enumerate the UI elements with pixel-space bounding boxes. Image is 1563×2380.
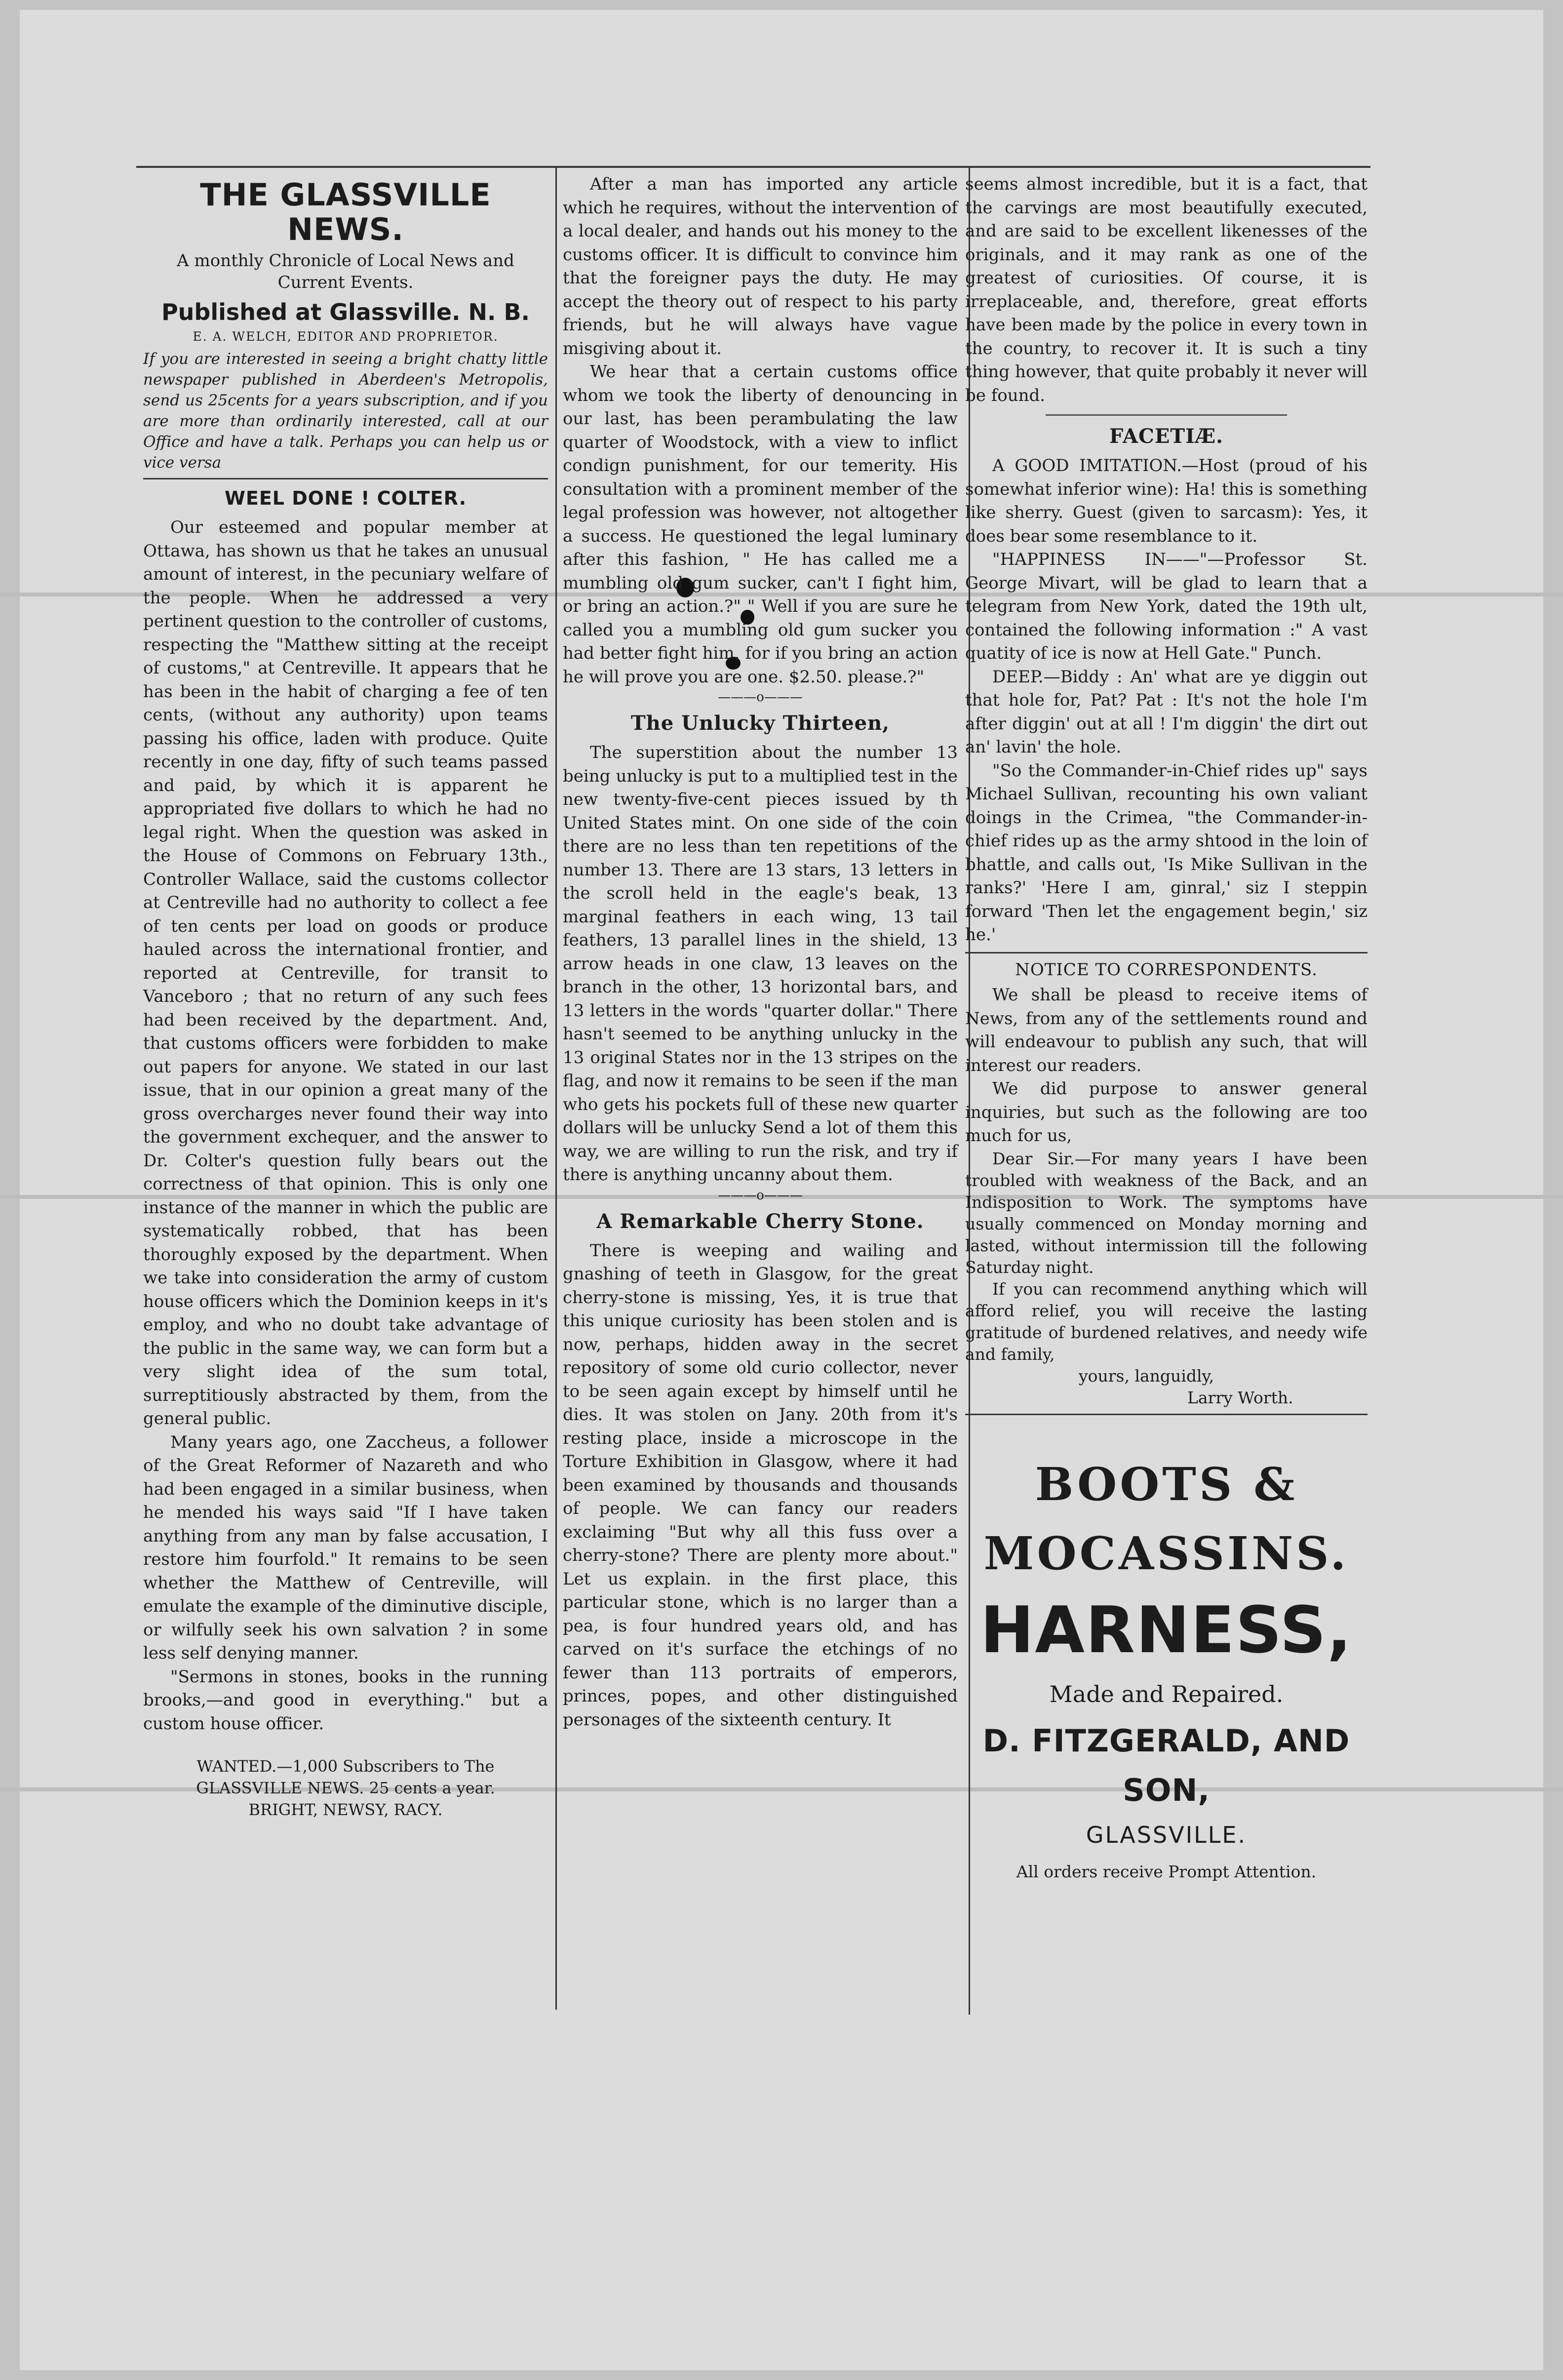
article-customs-p2: We hear that a certain customs office whom we took the liberty of denouncing in our last, has been perambulating the law quarter of Woodstock, with a view to inflict condign punishment, for our temerity. His consultation with a prominent member of the legal profession was however, not altogether a success. He questioned the legal luminary after this fashion, " He has called me a mumbling old gum sucker, can't I fight him, or bring an action.?" " Well if you are sure he called you a mumbling old gum sucker you had better fight him, for if you bring an action he will prove you are one. $2.50. please.?"	[563, 362, 958, 687]
column-rule	[555, 168, 557, 2010]
notice-closing: yours, languidly,	[1079, 1366, 1214, 1386]
advertisement	[965, 1450, 1368, 1889]
section-divider: ———o———	[718, 1188, 803, 1203]
notice-p2: We did purpose to answer general inquiries, but such as the following are too much for us,	[965, 1079, 1368, 1146]
article-colter-p1: Our esteemed and popular member at Ottawa, has shown us that he takes an unusual amount of interest, in the pecuniary welfare of the people. When he addressed a very pertinent question to the controller of customs, respecting the "Matthew sitting at the receipt of customs," at Centreville. It appears that he has been in the habit of charging a fee of ten cents, (without any authority) upon teams passing his office, laden with produce. Quite recently in one day, fifty of such teams passed and paid, by which it is apparent he appropriated five dollars to which he had no legal right. When the question was asked in the House of Commons on February 13th., Controller Wallace, said the customs collector at Centreville had no authority to collect a fee of ten cents per load on goods or produce hauled across the international frontier, and reported at Centreville, for transit to Vanceboro ; that no return of any such fees had been received by the department. And, that customs officers were forbidden to make out papers for anyone. We stated in our last issue, that in our opinion a great many of the gross overcharges never found their way into the government exchequer, and the answer to Dr. Colter's question fully bears out the correctness of that opinion. This is only one instance of the manner in which the public are systematically robbed, that has been thoroughly exposed by the department. When we take into consideration the army of custom house officers which the Dominion keeps in it's employ, and who no doubt take advantage of the public in the same way, we can form but a very slight idea of the sum total, surreptitiously abstracted by them, from the general public.	[143, 517, 548, 1428]
ad-line-made: Made and Repaired.	[1049, 1680, 1284, 1707]
article-colter-p3: "Sermons in stones, books in the running brooks,—and good in everything." but a custom house officer.	[143, 1666, 548, 1734]
column-1	[143, 173, 548, 1821]
facetiae-imitation: A GOOD IMITATION.—Host (proud of his somewhat inferior wine): Ha! this is something like sherry. Guest (given to sarcasm): Yes, it does bear some resemblance to it.	[965, 456, 1368, 546]
article-cherry-p2: seems almost incredible, but it is a fact, that the carvings are most beautifully executed, and are said to be excellent likenesses of the originals, and it may rank as one of the greatest of curiosities. Of course, it is irreplaceable, and, therefore, great efforts have been made by the police in every town in the country, to recover it. It is such a tiny thing however, that quite probably it never will be found.	[965, 174, 1368, 405]
masthead-tagline: A monthly Chronicle of Local News and Current Events.	[177, 251, 514, 292]
column-2	[563, 173, 958, 1732]
section-divider: ———o———	[718, 690, 803, 705]
masthead-published: Published at Glassville. N. B.	[161, 299, 530, 325]
top-rule	[136, 166, 1370, 168]
ad-line-boots: BOOTS &	[1035, 1457, 1298, 1511]
ad-line-harness: HARNESS,	[980, 1592, 1353, 1667]
wanted-line-2: GLASSVILLE NEWS. 25 cents a year.	[196, 1779, 495, 1797]
divider	[965, 952, 1368, 953]
notice-p1: We shall be pleasd to receive items of News, from any of the settlements round and will endeavour to publish any such, that will interest our readers.	[965, 985, 1368, 1075]
article-customs-p1: After a man has imported any article which he requires, without the intervention of a local dealer, and hands out his money to the customs officer. It is difficult to convince him that the foreigner pays the duty. He may accept the theory out of respect to his party friends, but he will always have vague misgiving about it.	[563, 174, 958, 358]
facetiae-happiness: "HAPPINESS IN——"—Professor St. George Mivart, will be glad to learn that a telegram from New York, dated the 19th ult, contained the following information :" A vast quatity of ice is now at Hell Gate." Punch.	[965, 550, 1368, 663]
article-colter-p2: Many years ago, one Zaccheus, a follower of the Great Reformer of Nazareth and who had been engaged in a similar business, when he mended his ways said "If I have taken anything from any man by false accusation, I restore him fourfold." It remains to be seen whether the Matthew of Centreville, will emulate the example of the diminutive disciple, or wilfully seek his own salvation ? in some less self denying manner.	[143, 1432, 548, 1663]
subscription-promo: If you are interested in seeing a bright chatty little newspaper published in Aberdeen's Metropolis, send us 25cents for a years subscription, and if you are more than ordinarily interested, call at our Office and have a talk. Perhaps you can help us or vice versa	[143, 350, 548, 472]
headline-thirteen: The Unlucky Thirteen,	[630, 712, 890, 735]
ad-line-orders: All orders receive Prompt Attention.	[1016, 1862, 1317, 1881]
notice-signature: Larry Worth.	[1187, 1388, 1293, 1407]
ad-line-town: GLASSVILLE.	[1086, 1821, 1247, 1848]
headline-cherry: A Remarkable Cherry Stone.	[596, 1209, 924, 1233]
masthead-editor: E. A. WELCH, EDITOR AND PROPRIETOR.	[193, 329, 499, 344]
column-3	[965, 173, 1368, 1889]
wanted-notice	[143, 1755, 548, 1821]
facetiae-commander: "So the Commander-in-Chief rides up" says Michael Sullivan, recounting his own valiant doings in the Crimea, "the Commander-in-chief rides up as the army shtood in the loin of bhattle, and calls out, 'Is Mike Sullivan in the ranks?' 'Here I am, ginral,' siz I steppin forward 'Then let the engagement begin,' siz he.'	[965, 760, 1368, 945]
masthead-title: THE GLASSVILLE NEWS.	[200, 177, 491, 247]
notice-letter-2: If you can recommend anything which will afford relief, you will receive the lasting gratitude of burdened relatives, and needy wife and family,	[965, 1279, 1368, 1364]
divider	[1046, 414, 1287, 416]
wanted-line-1: WANTED.—1,000 Subscribers to The	[196, 1757, 495, 1776]
facetiae-deep: DEEP.—Biddy : An' what are ye diggin out that hole for, Pat? Pat : It's not the hole I'm after diggin' out at all ! I'm diggin' the dirt out an' lavin' the hole.	[965, 667, 1368, 757]
headline-colter: WEEL DONE ! COLTER.	[224, 487, 467, 509]
wanted-line-3: BRIGHT, NEWSY, RACY.	[248, 1800, 443, 1819]
ad-line-mocassins: MOCASSINS.	[983, 1526, 1349, 1580]
divider	[143, 478, 548, 479]
notice-title: NOTICE TO CORRESPONDENTS.	[1015, 959, 1318, 980]
ad-line-firm: D. FITZGERALD, AND SON,	[982, 1722, 1350, 1808]
divider	[965, 1414, 1368, 1415]
headline-facetiae: FACETIÆ.	[1109, 425, 1224, 448]
article-thirteen-p1: The superstition about the number 13 being unlucky is put to a multiplied test in the new twenty-five-cent pieces issued by th United States mint. On one side of the coin there are no less than ten repetitions of the number 13. There are 13 stars, 13 letters in the scroll held in the eagle's beak, 13 marginal feathers in each wing, 13 tail feathers, 13 parallel lines in the shield, 13 arrow heads in one claw, 13 leaves on the branch in the other, 13 horizontal bars, and 13 letters in the words "quarter dollar." There hasn't seemed to be anything unlucky in the 13 original States nor in the 13 stripes on the flag, and now it remains to be seen if the man who gets his pockets full of these new quarter dollars will be unlucky Send a lot of them this way, we are willing to run the risk, and try if there is anything uncanny about them.	[563, 743, 958, 1185]
article-cherry-p1: There is weeping and wailing and gnashing of teeth in Glasgow, for the great cherry-stone is missing, Yes, it is true that this unique curiosity has been stolen and is now, perhaps, hidden away in the secret repository of some old curio collector, never to be seen again except by himself until he dies. It was stolen on Jany. 20th from it's resting place, inside a microscope in the Torture Exhibition in Glasgow, where it had been examined by thousands and thousands of people. We can fancy our readers exclaiming "But why all this fuss over a cherry-stone? There are plenty more about." Let us explain. in the first place, this particular stone, which is no larger than a pea, is four hundred years old, and has carved on it's surface the etchings of no fewer than 113 portraits of emperors, princes, popes, and other distinguished personages of the sixteenth century. It	[563, 1240, 958, 1730]
notice-letter: Dear Sir.—For many years I have been troubled with weakness of the Back, and an Indisposition to Work. The symptoms have usually commenced on Monday morning and lasted, without intermission till the following Saturday night.	[965, 1149, 1368, 1277]
